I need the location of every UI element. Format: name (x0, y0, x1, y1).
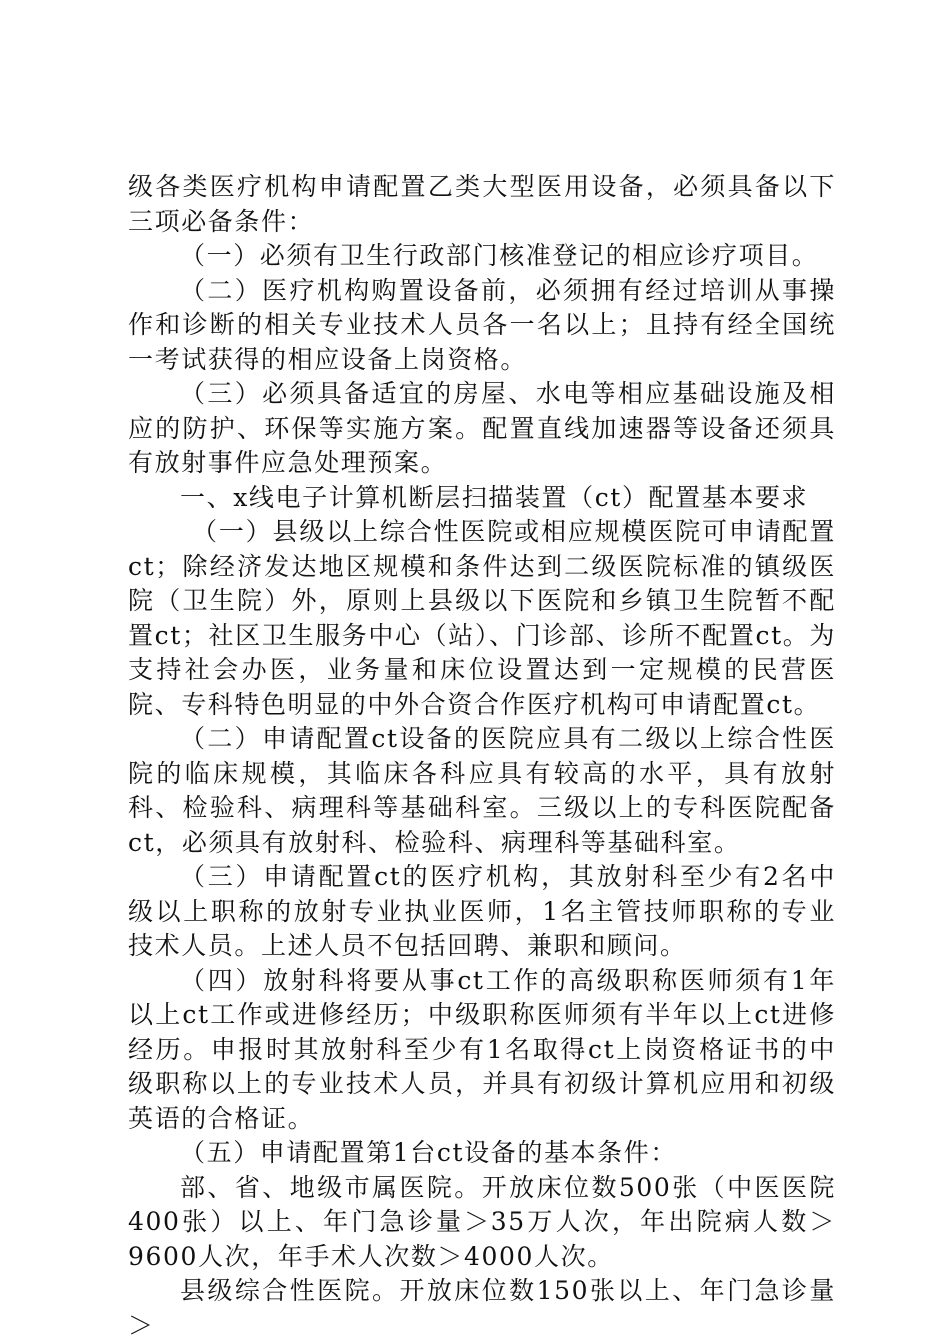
section-heading-ct: 一、x线电子计算机断层扫描装置（ct）配置基本要求 (180, 482, 809, 512)
paragraph-continuation: 级各类医疗机构申请配置乙类大型医用设备，必须具备以下三项必备条件： (128, 172, 836, 236)
paragraph-condition-1: （一）必须有卫生行政部门核准登记的相应诊疗项目。 (180, 241, 819, 270)
paragraph-provincial-hospitals: 部、省、地级市属医院。开放床位数500张（中医医院400张）以上、年门急诊量＞35万人次，年出院病人数＞9600人次，年手术人次数＞4000人次。 (128, 1172, 836, 1271)
paragraph-ct-requirement-3: （三）申请配置ct的医疗机构，其放射科至少有2名中级以上职称的放射专业执业医师，1名主管技师职称的专业技术人员。上述人员不包括回聘、兼职和顾问。 (128, 862, 836, 960)
paragraph-ct-requirement-5: （五）申请配置第1台ct设备的基本条件： (180, 1138, 677, 1167)
paragraph-county-hospitals: 县级综合性医院。开放床位数150张以上、年门急诊量＞ (128, 1276, 836, 1340)
paragraph-ct-requirement-2: （二）申请配置ct设备的医院应具有二级以上综合性医院的临床规模，其临床各科应具有较高的水平，具有放射科、检验科、病理科等基础科室。三级以上的专科医院配备ct，必须具有放射科、检验科、病理科等基础科室。 (128, 724, 836, 857)
paragraph-ct-requirement-1: （一）县级以上综合性医院或相应规模医院可申请配置ct；除经济发达地区规模和条件达到二级医院标准的镇级医院（卫生院）外，原则上县级以下医院和乡镇卫生院暂不配置ct；社区卫生服务中心（站）、门诊部、诊所不配置ct。为支持社会办医，业务量和床位设置达到一定规模的民营医院、专科特色明显的中外合资合作医疗机构可申请配置ct。 (128, 517, 836, 719)
paragraph-condition-3: （三）必须具备适宜的房屋、水电等相应基础设施及相应的防护、环保等实施方案。配置直线加速器等设备还须具有放射事件应急处理预案。 (128, 379, 836, 477)
document-body (128, 170, 836, 1343)
paragraph-ct-requirement-4: （四）放射科将要从事ct工作的高级职称医师须有1年以上ct工作或进修经历；中级职称医师须有半年以上ct进修经历。申报时其放射科至少有1名取得ct上岗资格证书的中级职称以上的专业技术人员，并具有初级计算机应用和初级英语的合格证。 (128, 965, 836, 1133)
paragraph-condition-2: （二）医疗机构购置设备前，必须拥有经过培训从事操作和诊断的相关专业技术人员各一名以上；且持有经全国统一考试获得的相应设备上岗资格。 (128, 275, 836, 374)
